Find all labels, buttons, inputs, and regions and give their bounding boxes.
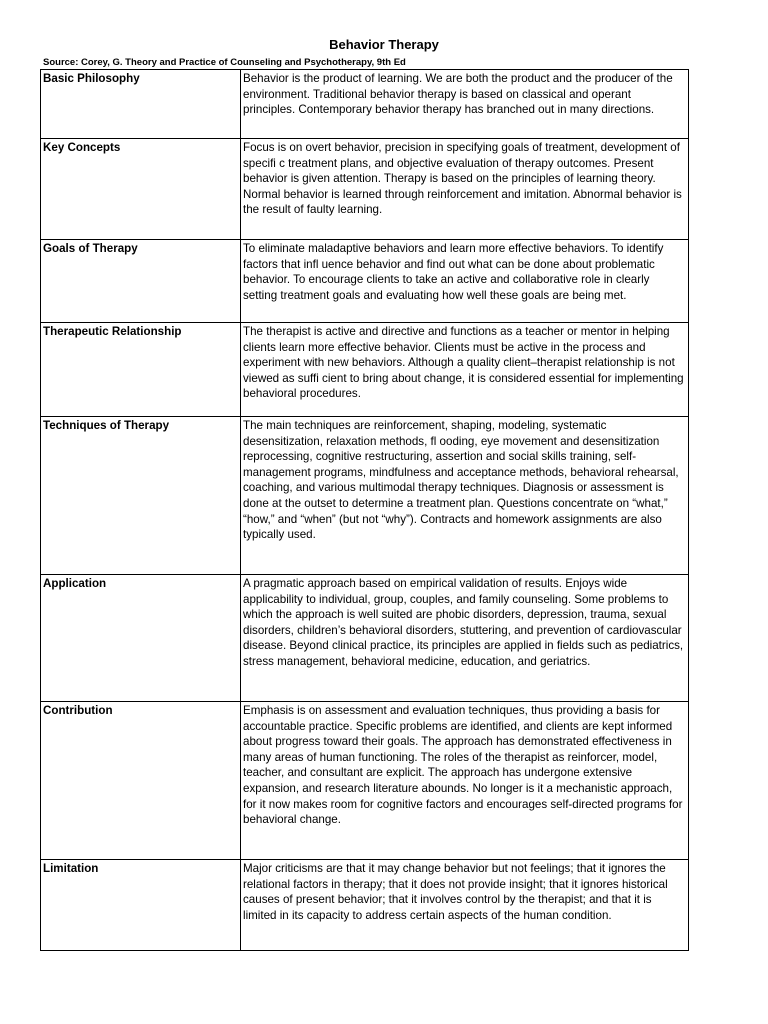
table-row [41,240,689,323]
behavior-therapy-table [40,69,689,951]
row-text: Emphasis is on assessment and evaluation techniques, thus providing a basis for accountable practice. Specific problems are identified, and clients are kept informed about progress toward their goals. The approach has demonstrated effectiveness in many areas of human functioning. The roles of the therapist as reinforcer, model, teacher, and consultant are explicit. The approach has undergone extensive expansion, and research literature abounds. No longer is it a mechanistic approach, for it now makes room for cognitive factors and encourages self-directed programs for behavioral change. [241,702,689,860]
row-label: Contribution [41,702,241,860]
source-citation: Source: Corey, G. Theory and Practice of Counseling and Psychotherapy, 9th Ed [43,57,406,68]
row-text: Major criticisms are that it may change behavior but not feelings; that it ignores the relational factors in therapy; that it does not provide insight; that it ignores historical causes of present behavior; that it involves control by the therapist; and that it is limited in its capacity to address certain aspects of the human condition. [241,860,689,951]
row-text: The therapist is active and directive and functions as a teacher or mentor in helping clients learn more effective behavior. Clients must be active in the process and experiment with new behaviors. Although a quality client–therapist relationship is not viewed as suffi cient to bring about change, it is considered essential for implementing behavioral procedures. [241,323,689,417]
row-label: Goals of Therapy [41,240,241,323]
row-text: Behavior is the product of learning. We are both the product and the producer of the environment. Traditional behavior therapy is based on classical and operant principles. Contemporary behavior therapy has branched out in many directions. [241,70,689,139]
row-label: Limitation [41,860,241,951]
table-row [41,702,689,860]
table-row [41,417,689,575]
row-label: Application [41,575,241,702]
row-label: Techniques of Therapy [41,417,241,575]
row-text: The main techniques are reinforcement, shaping, modeling, systematic desensitization, relaxation methods, fl ooding, eye movement and desensitization reprocessing, cognitive restructuring, assertion and social skills training, self-management programs, mindfulness and acceptance methods, behavioral rehearsal, coaching, and various multimodal therapy techniques. Diagnosis or assessment is done at the outset to determine a treatment plan. Questions concentrate on “what,” “how,” and “when” (but not “why”). Contracts and homework assignments are also typically used. [241,417,689,575]
row-label: Basic Philosophy [41,70,241,139]
table-row [41,575,689,702]
row-text: Focus is on overt behavior, precision in specifying goals of treatment, development of specifi c treatment plans, and objective evaluation of therapy outcomes. Present behavior is given attention. Therapy is based on the principles of learning theory. Normal behavior is learned through reinforcement and imitation. Abnormal behavior is the result of faulty learning. [241,139,689,240]
table-row [41,70,689,139]
row-label: Key Concepts [41,139,241,240]
row-text: To eliminate maladaptive behaviors and learn more effective behaviors. To identify factors that infl uence behavior and find out what can be done about problematic behavior. To encourage clients to take an active and collaborative role in clearly setting treatment goals and evaluating how well these goals are being met. [241,240,689,323]
table-row [41,139,689,240]
row-label: Therapeutic Relationship [41,323,241,417]
table-row [41,323,689,417]
page-title: Behavior Therapy [329,37,439,52]
row-text: A pragmatic approach based on empirical validation of results. Enjoys wide applicability to individual, group, couples, and family counseling. Some problems to which the approach is well suited are phobic disorders, depression, trauma, sexual disorders, children’s behavioral disorders, stuttering, and prevention of cardiovascular disease. Beyond clinical practice, its principles are applied in fields such as pediatrics, stress management, behavioral medicine, education, and geriatrics. [241,575,689,702]
table-row [41,860,689,951]
